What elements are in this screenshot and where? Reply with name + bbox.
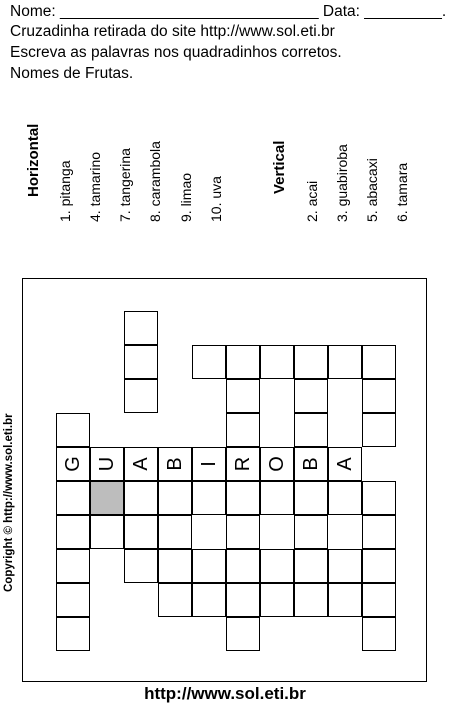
crossword-cell[interactable] bbox=[362, 481, 396, 515]
crossword-cell[interactable] bbox=[260, 345, 294, 379]
crossword-cell[interactable] bbox=[192, 583, 226, 617]
crossword-cell[interactable] bbox=[294, 549, 328, 583]
source-line: Cruzadinha retirada do site http://www.sol.eti.br bbox=[10, 23, 335, 40]
crossword-cell[interactable] bbox=[56, 617, 90, 651]
crossword-cell[interactable] bbox=[260, 549, 294, 583]
vertical-clues-title: Vertical bbox=[271, 140, 288, 194]
crossword-cell[interactable] bbox=[56, 413, 90, 447]
crossword-cell-shaded[interactable] bbox=[90, 481, 124, 515]
crossword-cell[interactable] bbox=[124, 345, 158, 379]
crossword-cell[interactable] bbox=[226, 447, 260, 481]
crossword-cell[interactable] bbox=[362, 379, 396, 413]
crossword-cell[interactable] bbox=[226, 481, 260, 515]
crossword-cell[interactable] bbox=[56, 447, 90, 481]
crossword-cell[interactable] bbox=[362, 549, 396, 583]
clue-h4: 4. tamarino bbox=[87, 151, 103, 222]
crossword-cell[interactable] bbox=[56, 515, 90, 549]
crossword-cell[interactable] bbox=[362, 617, 396, 651]
crossword-cell-letter: B bbox=[163, 457, 186, 471]
crossword-cell[interactable] bbox=[226, 583, 260, 617]
crossword-cell[interactable] bbox=[260, 583, 294, 617]
copyright-vertical: Copyright © http://www.sol.eti.br bbox=[3, 413, 15, 592]
crossword-cell[interactable] bbox=[294, 515, 328, 549]
clue-h7: 7. tangerina bbox=[117, 148, 133, 222]
crossword-cell[interactable] bbox=[260, 481, 294, 515]
crossword-cell[interactable] bbox=[362, 413, 396, 447]
crossword-cell[interactable] bbox=[124, 447, 158, 481]
clue-v3: 3. guabiroba bbox=[334, 144, 350, 222]
crossword-cell-letter: R bbox=[231, 456, 254, 472]
crossword-cell[interactable] bbox=[294, 447, 328, 481]
crossword-cell[interactable] bbox=[192, 345, 226, 379]
crossword-cell[interactable] bbox=[226, 379, 260, 413]
crossword-cell-letter: A bbox=[129, 457, 152, 471]
crossword-cell[interactable] bbox=[158, 549, 192, 583]
crossword-cell[interactable] bbox=[328, 447, 362, 481]
crossword-cell[interactable] bbox=[294, 481, 328, 515]
crossword-cell[interactable] bbox=[328, 481, 362, 515]
crossword-cell[interactable] bbox=[124, 549, 158, 583]
crossword-cell[interactable] bbox=[328, 549, 362, 583]
clue-v5: 5. abacaxi bbox=[364, 158, 380, 222]
crossword-cell-letter: G bbox=[61, 456, 84, 472]
crossword-cell[interactable] bbox=[226, 515, 260, 549]
crossword-cell[interactable] bbox=[124, 311, 158, 345]
crossword-cell[interactable] bbox=[362, 583, 396, 617]
crossword-cell[interactable] bbox=[124, 481, 158, 515]
crossword-cell[interactable] bbox=[294, 345, 328, 379]
crossword-cell[interactable] bbox=[294, 379, 328, 413]
crossword-cell[interactable] bbox=[328, 583, 362, 617]
crossword-cell[interactable] bbox=[90, 447, 124, 481]
crossword-cell[interactable] bbox=[158, 447, 192, 481]
crossword-cell[interactable] bbox=[226, 345, 260, 379]
crossword-cell[interactable] bbox=[124, 515, 158, 549]
crossword-cell[interactable] bbox=[260, 447, 294, 481]
crossword-cell[interactable] bbox=[192, 549, 226, 583]
theme-line: Nomes de Frutas. bbox=[10, 65, 134, 82]
crossword-cell[interactable] bbox=[56, 481, 90, 515]
name-date-line: Nome: ______________________________ Data: _________. bbox=[10, 3, 447, 20]
footer-url: http://www.sol.eti.br bbox=[144, 684, 306, 703]
clue-v2: 2. acai bbox=[304, 180, 320, 222]
crossword-cell[interactable] bbox=[362, 345, 396, 379]
crossword-cell[interactable] bbox=[56, 549, 90, 583]
clue-h9: 9. limao bbox=[178, 172, 194, 222]
crossword-cell[interactable] bbox=[226, 549, 260, 583]
crossword-cell[interactable] bbox=[226, 617, 260, 651]
crossword-cell-letter: U bbox=[95, 456, 118, 472]
crossword-cell[interactable] bbox=[158, 481, 192, 515]
crossword-cell[interactable] bbox=[124, 379, 158, 413]
clue-h8: 8. carambola bbox=[147, 141, 163, 222]
clue-h1: 1. pitanga bbox=[57, 160, 73, 222]
crossword-cell[interactable] bbox=[362, 515, 396, 549]
crossword-cell[interactable] bbox=[192, 481, 226, 515]
crossword-cell[interactable] bbox=[328, 345, 362, 379]
instructions-line: Escreva as palavras nos quadradinhos corretos. bbox=[10, 44, 342, 61]
clue-v6: 6. tamara bbox=[394, 162, 410, 222]
crossword-cell-letter: O bbox=[265, 456, 288, 472]
horizontal-clues-title: Horizontal bbox=[25, 123, 42, 197]
crossword-cell[interactable] bbox=[294, 583, 328, 617]
crossword-cell[interactable] bbox=[90, 515, 124, 549]
crossword-cell[interactable] bbox=[192, 447, 226, 481]
crossword-cell[interactable] bbox=[158, 583, 192, 617]
crossword-cell[interactable] bbox=[158, 515, 192, 549]
crossword-cell[interactable] bbox=[226, 413, 260, 447]
crossword-cell-letter: I bbox=[197, 461, 220, 467]
crossword-cell[interactable] bbox=[294, 413, 328, 447]
clue-h10: 10. uva bbox=[208, 176, 224, 222]
crossword-cell[interactable] bbox=[56, 583, 90, 617]
crossword-cell-letter: B bbox=[299, 457, 322, 471]
crossword-cell-letter: A bbox=[333, 457, 356, 471]
